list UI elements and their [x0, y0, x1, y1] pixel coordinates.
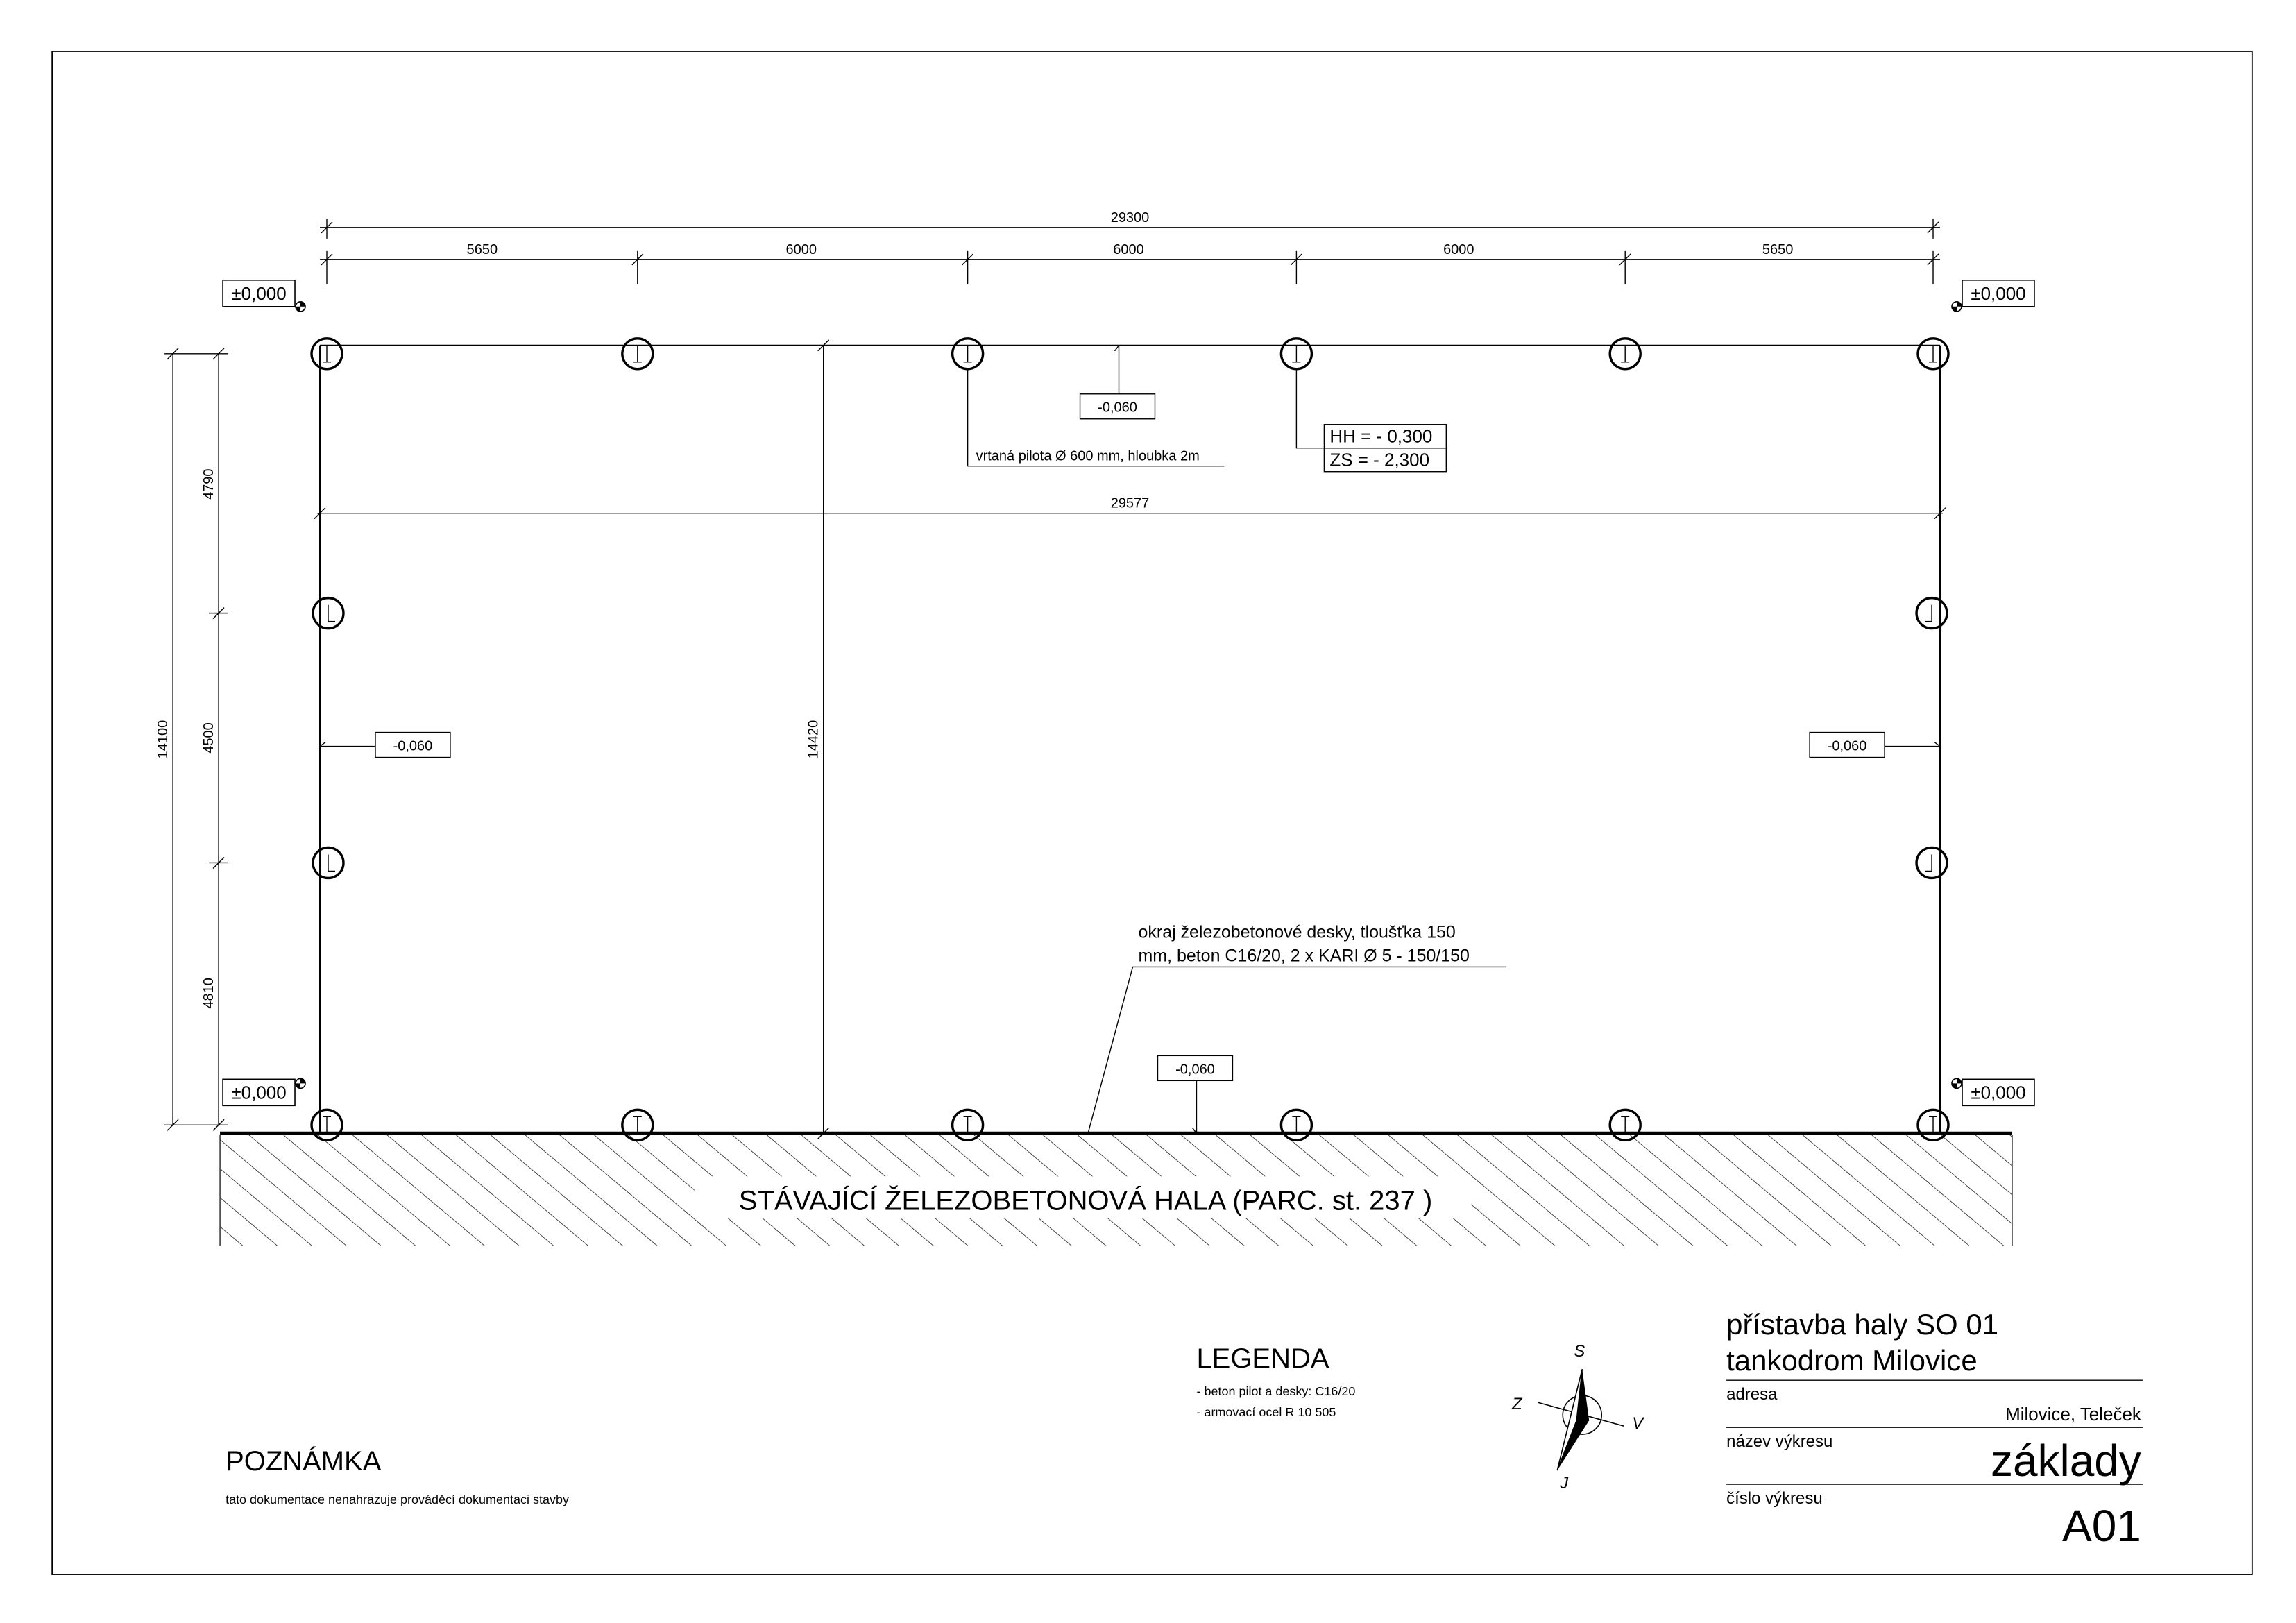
- address-value: Milovice, Teleček: [2005, 1404, 2141, 1425]
- dim-left-1: 4790: [201, 468, 217, 500]
- pile-top-1: [312, 339, 342, 369]
- slab-annotation-line1: okraj železobetonové desky, tloušťka 150: [1138, 922, 1456, 942]
- level-tag-bottom-text: -0,060: [1175, 1062, 1215, 1078]
- slab-annotation-line2: mm, beton C16/20, 2 x KARI Ø 5 - 150/150: [1138, 946, 1470, 966]
- dim-bay-3: 6000: [1113, 241, 1144, 257]
- pile-top-2: [622, 339, 653, 369]
- north-arrow-z: Z: [1511, 1395, 1522, 1414]
- pile-top-5: [1610, 339, 1640, 369]
- pile-right-2: [1916, 847, 1947, 878]
- dim-bay-4: 6000: [1443, 241, 1474, 257]
- legend-item-1: - beton pilot a desky: C16/20: [1196, 1384, 1356, 1399]
- project-title-line2: tankodrom Milovice: [1726, 1344, 1978, 1377]
- dim-left-total: 14100: [155, 720, 171, 759]
- north-arrow-v: V: [1632, 1414, 1644, 1434]
- level-tag-right-text: -0,060: [1827, 738, 1867, 754]
- pile-right-1: [1916, 598, 1947, 629]
- annotation-leaders: [968, 369, 1506, 1132]
- drawing-number-value: A01: [2062, 1501, 2141, 1552]
- note-text: tato dokumentace nenahrazuje prováděcí dokumentaci stavby: [226, 1493, 569, 1507]
- dim-bay-5: 5650: [1762, 241, 1794, 257]
- level-tag-left-text: -0,060: [393, 738, 433, 754]
- corner-elevation-br-text: ±0,000: [1971, 1082, 2026, 1103]
- dim-inner-width: 29577: [1110, 495, 1150, 511]
- pile-top-3: [953, 339, 983, 369]
- hh-annotation: HH = - 0,300: [1329, 425, 1433, 447]
- title-block: [1726, 1308, 2143, 1551]
- legend: [1196, 1343, 1355, 1419]
- dim-overall-width: 29300: [1110, 210, 1150, 226]
- pile-left-2: [313, 847, 343, 878]
- pile-annotation: vrtaná pilota Ø 600 mm, hloubka 2m: [976, 448, 1200, 464]
- legend-item-2: - armovací ocel R 10 505: [1196, 1405, 1336, 1420]
- pile-left-1: [313, 598, 343, 629]
- existing-hall: [220, 1135, 2012, 1246]
- dim-left-2: 4500: [201, 722, 217, 754]
- dim-inner-height: 14420: [806, 720, 822, 759]
- corner-elevation-tr: [1952, 280, 2034, 312]
- north-arrow-s: S: [1574, 1342, 1585, 1361]
- north-arrow-j: J: [1560, 1474, 1569, 1493]
- drawing-name-value: základy: [1990, 1436, 2141, 1486]
- project-title-line1: přístavba haly SO 01: [1726, 1308, 1999, 1341]
- corner-elevation-bl-text: ±0,000: [231, 1082, 287, 1103]
- corner-elevation-tr-text: ±0,000: [1971, 282, 2026, 304]
- legend-title: LEGENDA: [1196, 1343, 1329, 1375]
- note: [226, 1445, 569, 1506]
- pile-top-4: [1281, 339, 1311, 369]
- drawing-name-label: název výkresu: [1726, 1432, 1833, 1452]
- pile-top-6: [1918, 339, 1948, 369]
- corner-elevation-br: [1952, 1078, 2034, 1105]
- address-label: adresa: [1726, 1385, 1778, 1404]
- note-title: POZNÁMKA: [226, 1446, 382, 1477]
- corner-elevation-bl: [223, 1078, 305, 1105]
- dim-left-3: 4810: [201, 978, 217, 1009]
- corner-elevation-tl: [223, 280, 305, 312]
- corner-elevation-tl-text: ±0,000: [231, 282, 287, 304]
- dim-bay-2: 6000: [785, 241, 817, 257]
- dim-bay-1: 5650: [466, 241, 498, 257]
- north-arrow-icon: [1511, 1342, 1644, 1493]
- zs-annotation: ZS = - 2,300: [1329, 449, 1430, 470]
- dimension-lines: [164, 219, 1946, 1139]
- level-tag-top-text: -0,060: [1098, 400, 1137, 416]
- drawing-number-label: číslo výkresu: [1726, 1489, 1823, 1509]
- existing-hall-label: STÁVAJÍCÍ ŽELEZOBETONOVÁ HALA (PARC. st. 237 ): [738, 1185, 1433, 1216]
